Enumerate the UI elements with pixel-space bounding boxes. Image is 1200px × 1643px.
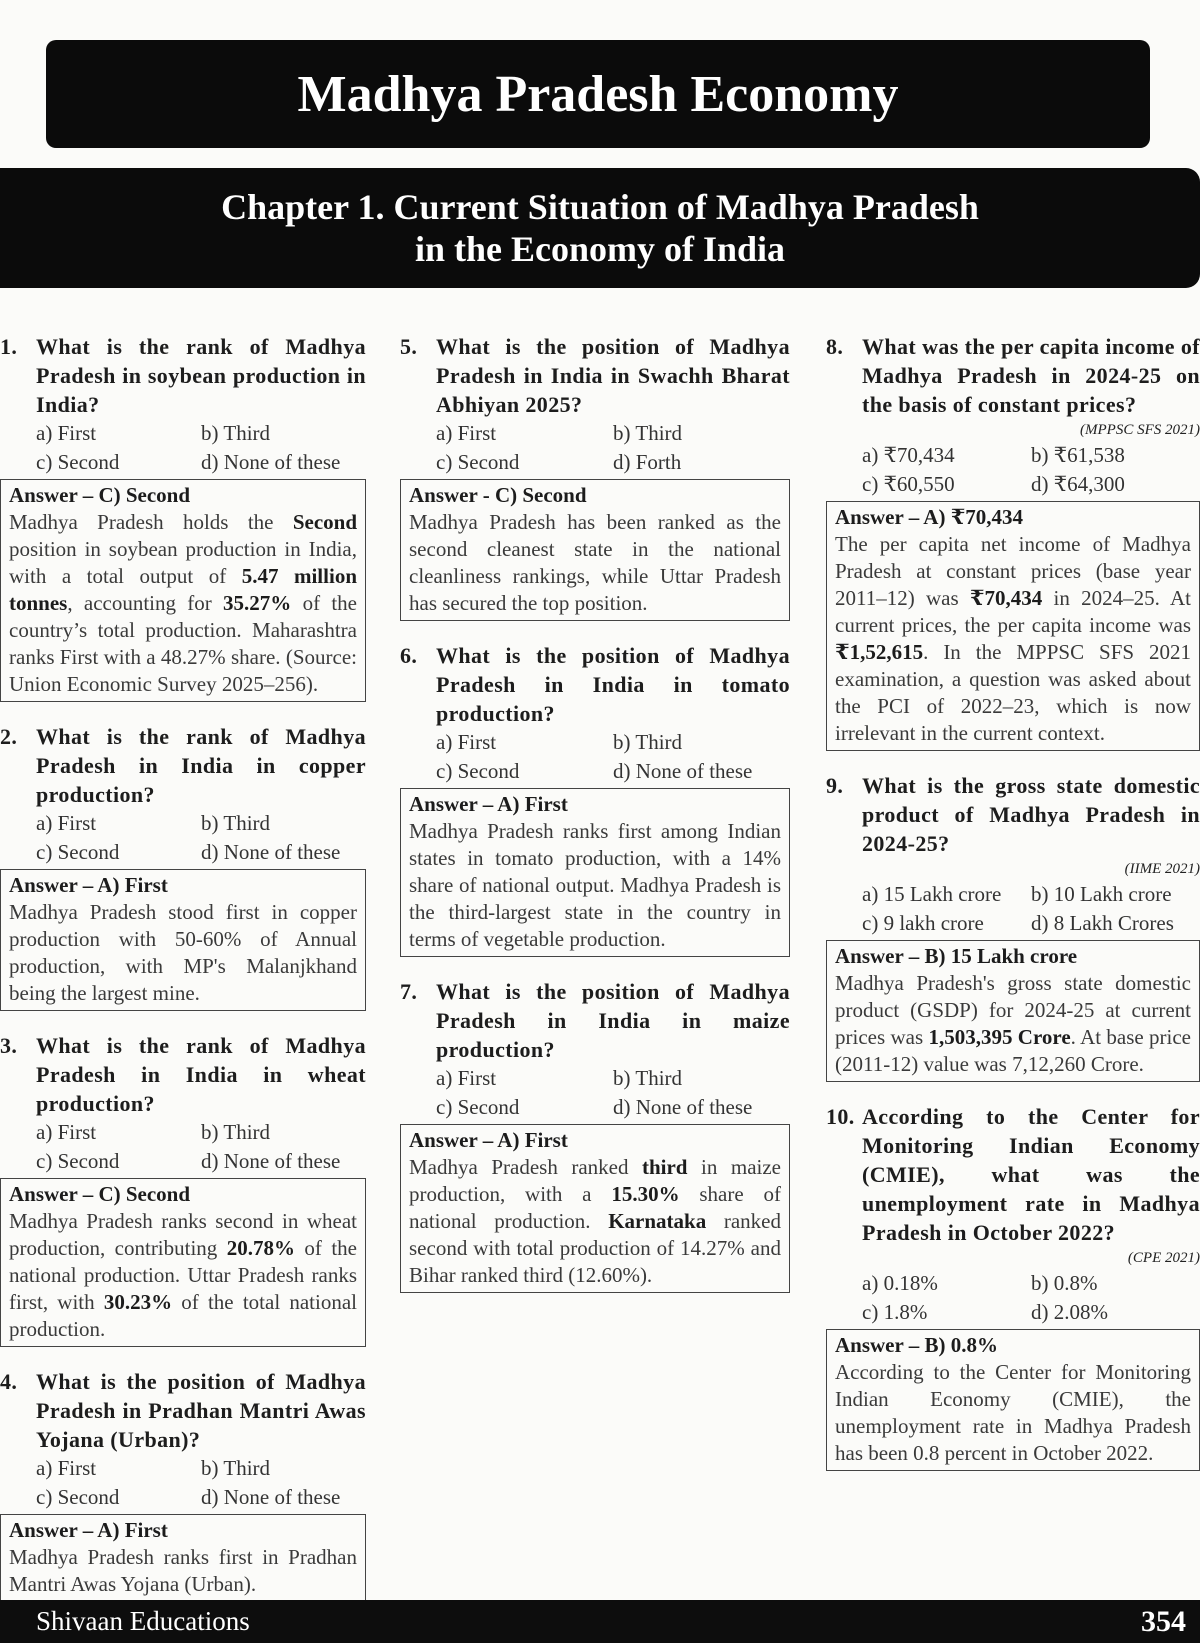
question-block	[400, 641, 790, 957]
option-d: d) None of these	[613, 1095, 753, 1119]
answer-box	[0, 479, 366, 702]
options-grid	[0, 1118, 366, 1176]
option-a: a) First	[36, 421, 97, 445]
question-block	[0, 332, 366, 702]
answer-text: Madhya Pradesh ranks second in wheat production, contributing	[9, 1209, 357, 1260]
answer-highlight: 20.78%	[226, 1236, 295, 1260]
answer-title: Answer – A) ₹70,434	[835, 505, 1024, 529]
question-block	[826, 1102, 1200, 1471]
answer-text: ranked second with total production of 14.27% and Bihar ranked third (12.60%).	[409, 1209, 781, 1287]
question-text	[0, 722, 366, 809]
answer-text: According to the Center for Monitoring Indian Economy (CMIE), the unemployment rate in Madhya Pradesh has been 0.8 percent in October 2022.	[835, 1360, 1191, 1465]
question-body: What is the rank of Madhya Pradesh in India in wheat production?	[36, 1033, 366, 1116]
answer-title: Answer - C) Second	[409, 483, 587, 507]
option-a: a) 15 Lakh crore	[862, 882, 1002, 906]
exam-source: (CPE 2021)	[1127, 1250, 1200, 1266]
answer-highlight: ₹70,434	[969, 586, 1043, 610]
answer-box	[826, 501, 1200, 751]
option-d: d) None of these	[201, 450, 341, 474]
question-text	[0, 1031, 366, 1118]
options-grid	[826, 880, 1200, 938]
question-body: According to the Center for Monitoring Indian Economy (CMIE), what was the unemployment rate in Madhya Pradesh in October 2022?	[862, 1104, 1200, 1245]
question-body: What is the position of Madhya Pradesh in India in Swachh Bharat Abhiyan 2025?	[436, 334, 790, 417]
answer-text: position in soybean production in India, with a total output of	[9, 537, 357, 588]
answer-text: . At base price (2011-12) value was 7,12,260 Crore.	[835, 1025, 1191, 1076]
option-c: c) Second	[36, 1485, 120, 1509]
option-a: a) First	[436, 421, 497, 445]
answer-title: Answer – A) First	[9, 873, 168, 897]
answer-text: in maize production, with a	[409, 1155, 781, 1206]
option-d: d) None of these	[201, 1149, 341, 1173]
question-body: What is the rank of Madhya Pradesh in India in copper production?	[36, 724, 366, 807]
question-number: 7.	[400, 979, 418, 1004]
answer-highlight: Karnataka	[608, 1209, 707, 1233]
chapter-banner	[0, 168, 1200, 288]
answer-title: Answer – A) First	[409, 792, 568, 816]
answer-box	[0, 1514, 366, 1602]
answer-text: in 2024–25. At current prices, the per capita income was	[835, 586, 1191, 637]
question-block	[0, 722, 366, 1011]
question-block	[0, 1367, 366, 1602]
question-text	[400, 977, 790, 1064]
option-a: a) First	[436, 730, 497, 754]
answer-text: , accounting for	[67, 591, 224, 615]
question-block	[400, 977, 790, 1293]
options-grid	[826, 441, 1200, 499]
option-b: b) 0.8%	[1031, 1271, 1098, 1295]
option-b: b) Third	[201, 421, 271, 445]
answer-box	[400, 479, 790, 621]
answer-text: The per capita net income of Madhya Pradesh at constant prices (base year 2011–12) was	[835, 532, 1191, 610]
chapter-title-line-1: Chapter 1. Current Situation of Madhya Pradesh	[221, 187, 979, 227]
question-body: What is the rank of Madhya Pradesh in soybean production in India?	[36, 334, 366, 417]
answer-text: share of national production.	[409, 1182, 781, 1233]
answer-text: Madhya Pradesh ranks first in Pradhan Mantri Awas Yojana (Urban).	[9, 1545, 357, 1596]
column-3	[826, 332, 1200, 1491]
option-b: b) Third	[613, 421, 683, 445]
options-grid	[400, 728, 790, 786]
answer-box	[826, 940, 1200, 1082]
option-a: a) First	[436, 1066, 497, 1090]
answer-box	[826, 1329, 1200, 1471]
answer-text: Madhya Pradesh's gross state domestic product (GSDP) for 2024-25 at current prices was	[835, 971, 1191, 1049]
answer-title: Answer – B) 15 Lakh crore	[835, 944, 1078, 968]
answer-highlight: 1,503,395 Crore	[928, 1025, 1071, 1049]
option-d: d) Forth	[613, 450, 682, 474]
options-grid	[826, 1269, 1200, 1327]
option-c: c) Second	[36, 840, 120, 864]
question-body: What is the position of Madhya Pradesh in Pradhan Mantri Awas Yojana (Urban)?	[36, 1369, 366, 1452]
question-body: What is the position of Madhya Pradesh in India in maize production?	[436, 979, 790, 1062]
question-text	[826, 332, 1200, 419]
answer-text: . In the MPPSC SFS 2021 examination, a question was asked about the PCI of 2022–23, which is now irrelevant in the current context.	[835, 640, 1191, 745]
option-c: c) Second	[436, 450, 520, 474]
question-text	[400, 332, 790, 419]
option-c: c) 1.8%	[862, 1300, 928, 1324]
option-d: d) 8 Lakh Crores	[1031, 911, 1174, 935]
option-c: c) ₹60,550	[862, 472, 955, 496]
answer-title: Answer – A) First	[409, 1128, 568, 1152]
answer-highlight: 35.27%	[223, 591, 292, 615]
option-a: a) First	[36, 811, 97, 835]
question-number: 9.	[826, 773, 844, 798]
options-grid	[0, 419, 366, 477]
page-title: Madhya Pradesh Economy	[46, 40, 1150, 148]
column-2	[400, 332, 790, 1313]
option-c: c) Second	[36, 450, 120, 474]
option-b: b) Third	[201, 1120, 271, 1144]
answer-highlight: 15.30%	[611, 1182, 680, 1206]
question-block	[826, 332, 1200, 751]
question-text	[826, 771, 1200, 858]
option-c: c) 9 lakh crore	[862, 911, 984, 935]
question-number: 8.	[826, 334, 844, 359]
answer-text: Madhya Pradesh holds the	[9, 510, 293, 534]
column-1	[0, 332, 366, 1622]
option-d: d) ₹64,300	[1031, 472, 1125, 496]
page-number: 354	[1141, 1604, 1186, 1638]
question-number: 3.	[0, 1033, 18, 1058]
answer-highlight: ₹1,52,615	[835, 640, 924, 664]
question-body: What is the position of Madhya Pradesh in India in tomato production?	[436, 643, 790, 726]
question-block	[0, 1031, 366, 1347]
option-c: c) Second	[436, 1095, 520, 1119]
option-c: c) Second	[436, 759, 520, 783]
question-block	[826, 771, 1200, 1082]
answer-text: Madhya Pradesh has been ranked as the second cleanest state in the national cleanliness rankings, while Uttar Pradesh has secured the top position.	[409, 510, 781, 615]
answer-highlight: Second	[292, 510, 357, 534]
answer-box	[400, 1124, 790, 1293]
question-number: 2.	[0, 724, 18, 749]
answer-highlight: 5.47 million tonnes	[9, 564, 357, 615]
option-d: d) None of these	[201, 840, 341, 864]
question-number: 6.	[400, 643, 418, 668]
answer-text: Madhya Pradesh ranked	[409, 1155, 642, 1179]
exam-source: (MPPSC SFS 2021)	[1080, 422, 1200, 438]
question-text	[400, 641, 790, 728]
question-body: What was the per capita income of Madhya Pradesh in 2024-25 on the basis of constant prices?	[862, 334, 1200, 417]
option-b: b) ₹61,538	[1031, 443, 1125, 467]
question-body: What is the gross state domestic product of Madhya Pradesh in 2024-25?	[862, 773, 1200, 856]
option-b: b) Third	[201, 811, 271, 835]
answer-highlight: 30.23%	[103, 1290, 173, 1314]
options-grid	[400, 419, 790, 477]
question-block	[400, 332, 790, 621]
question-number: 5.	[400, 334, 418, 359]
answer-title: Answer – B) 0.8%	[835, 1333, 998, 1357]
answer-highlight: third	[641, 1155, 688, 1179]
question-text	[0, 332, 366, 419]
option-a: a) 0.18%	[862, 1271, 938, 1295]
answer-box	[0, 869, 366, 1011]
answer-title: Answer – C) Second	[9, 1182, 191, 1206]
answer-text: Madhya Pradesh ranks first among Indian states in tomato production, with a 14% share of national output. Madhya Pradesh is the third-largest state in the country in terms of vegetable production.	[409, 819, 781, 951]
answer-box	[400, 788, 790, 957]
question-text	[0, 1367, 366, 1454]
exam-source: (IIME 2021)	[1124, 861, 1200, 877]
answer-title: Answer – A) First	[9, 1518, 168, 1542]
answer-box	[0, 1178, 366, 1347]
option-a: a) First	[36, 1456, 97, 1480]
option-a: a) ₹70,434	[862, 443, 955, 467]
option-b: b) Third	[201, 1456, 271, 1480]
answer-text: of the total national production.	[9, 1290, 357, 1341]
option-d: d) None of these	[201, 1485, 341, 1509]
answer-text: of the country’s total production. Maharashtra ranks First with a 48.27% share. (Source: Union Economic Survey 2025–256).	[9, 591, 357, 696]
publisher-name: Shivaan Educations	[36, 1606, 250, 1636]
options-grid	[400, 1064, 790, 1122]
option-b: b) 10 Lakh crore	[1031, 882, 1172, 906]
option-b: b) Third	[613, 730, 683, 754]
answer-text: of the national production. Uttar Pradesh ranks first, with	[9, 1236, 357, 1314]
option-d: d) 2.08%	[1031, 1300, 1108, 1324]
answer-title: Answer – C) Second	[9, 483, 191, 507]
answer-text: Madhya Pradesh stood first in copper production with 50-60% of Annual production, with MP's Malanjkhand being the largest mine.	[9, 900, 357, 1005]
question-number: 10.	[826, 1104, 855, 1129]
options-grid	[0, 809, 366, 867]
option-a: a) First	[36, 1120, 97, 1144]
options-grid	[0, 1454, 366, 1512]
question-number: 4.	[0, 1369, 18, 1394]
option-c: c) Second	[36, 1149, 120, 1173]
option-b: b) Third	[613, 1066, 683, 1090]
option-d: d) None of these	[613, 759, 753, 783]
question-text	[826, 1102, 1200, 1247]
chapter-title-line-2: in the Economy of India	[414, 229, 786, 269]
page-footer	[0, 1600, 1200, 1643]
question-number: 1.	[0, 334, 18, 359]
